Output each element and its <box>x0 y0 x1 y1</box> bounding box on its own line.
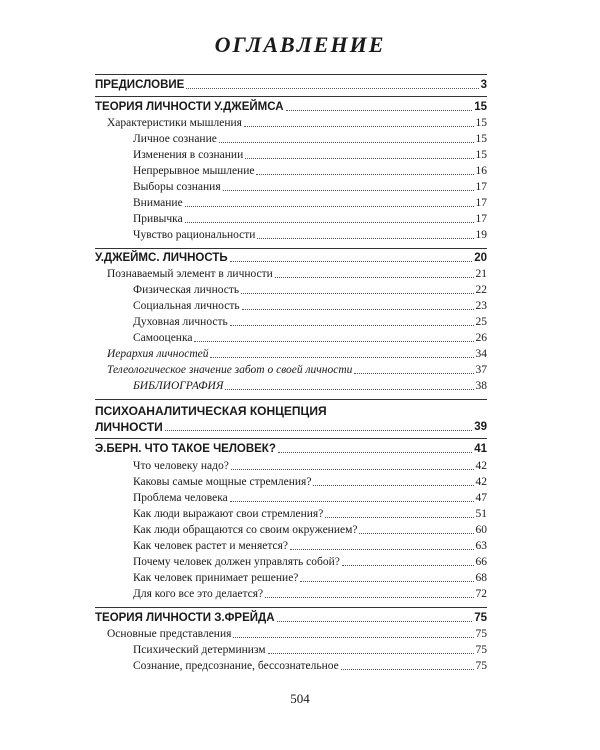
toc-entry[interactable]: Познаваемый элемент в личности 21 <box>107 268 487 280</box>
toc-entry[interactable]: Личное сознание 15 <box>133 133 487 145</box>
toc-entry[interactable]: Изменения в сознании 15 <box>133 149 487 161</box>
toc-entry[interactable]: Проблема человека 47 <box>133 492 487 504</box>
divider <box>95 607 487 608</box>
toc-entry[interactable]: Духовная личность 25 <box>133 316 487 328</box>
toc-entry[interactable]: Как человек принимает решение? 68 <box>133 572 487 584</box>
toc-entry[interactable]: Почему человек должен управлять собой? 66 <box>133 556 487 568</box>
toc-entry[interactable]: Как люди выражают свои стремления? 51 <box>133 508 487 520</box>
toc-entry[interactable]: Привычка 17 <box>133 213 487 225</box>
toc-entry-psychoanalytic[interactable]: ЛИЧНОСТИ 39 <box>95 420 487 434</box>
toc-entry[interactable]: Непрерывное мышление 16 <box>133 165 487 177</box>
toc-entry[interactable]: Внимание 17 <box>133 197 487 209</box>
divider <box>95 438 487 439</box>
toc-entry[interactable]: Чувство рациональности 19 <box>133 229 487 241</box>
toc-entry-freud[interactable]: ТЕОРИЯ ЛИЧНОСТИ З.ФРЕЙДА 75 <box>95 612 487 624</box>
page-title: ОГЛАВЛЕНИЕ <box>214 32 386 57</box>
divider <box>95 96 487 97</box>
toc-entry[interactable]: Телеологическое значение забот о своей личности 37 <box>107 364 487 376</box>
toc-entry[interactable]: Как люди обращаются со своим окружением? 60 <box>133 524 487 536</box>
toc-entry-psychoanalytic-heading[interactable]: ПСИХОАНАЛИТИЧЕСКАЯ КОНЦЕПЦИЯ <box>95 404 327 418</box>
toc-entry[interactable]: Физическая личность 22 <box>133 284 487 296</box>
toc-entry[interactable]: Психический детерминизм 75 <box>133 644 487 656</box>
toc-entry[interactable]: Самооценка 26 <box>133 332 487 344</box>
toc-entry-james-personality[interactable]: У.ДЖЕЙМС. ЛИЧНОСТЬ 20 <box>95 252 487 264</box>
toc-entry[interactable]: Основные представления 75 <box>107 628 487 640</box>
toc-entry[interactable]: Характеристики мышления 15 <box>107 117 487 129</box>
toc-entry-preface[interactable]: ПРЕДИСЛОВИЕ 3 <box>95 79 487 91</box>
divider <box>95 248 487 249</box>
toc-entry-james-theory[interactable]: ТЕОРИЯ ЛИЧНОСТИ У.ДЖЕЙМСА 15 <box>95 101 487 113</box>
page-number: 504 <box>290 691 310 706</box>
toc-entry-berne[interactable]: Э.БЕРН. ЧТО ТАКОЕ ЧЕЛОВЕК? 41 <box>95 443 487 455</box>
toc-entry[interactable]: Что человеку надо? 42 <box>133 460 487 472</box>
divider <box>95 399 487 400</box>
toc-entry[interactable]: Иерархия личностей 34 <box>107 348 487 360</box>
toc-entry[interactable]: Каковы самые мощные стремления? 42 <box>133 476 487 488</box>
toc-entry[interactable]: Выборы сознания 17 <box>133 181 487 193</box>
toc-entry[interactable]: Сознание, предсознание, бессознательное 75 <box>133 660 487 672</box>
toc-entry-bibliography[interactable]: БИБЛИОГРАФИЯ 38 <box>133 380 487 392</box>
toc-entry[interactable]: Для кого все это делается? 72 <box>133 588 487 600</box>
toc-entry[interactable]: Как человек растет и меняется? 63 <box>133 540 487 552</box>
divider <box>95 74 487 75</box>
toc-entry[interactable]: Социальная личность 23 <box>133 300 487 312</box>
